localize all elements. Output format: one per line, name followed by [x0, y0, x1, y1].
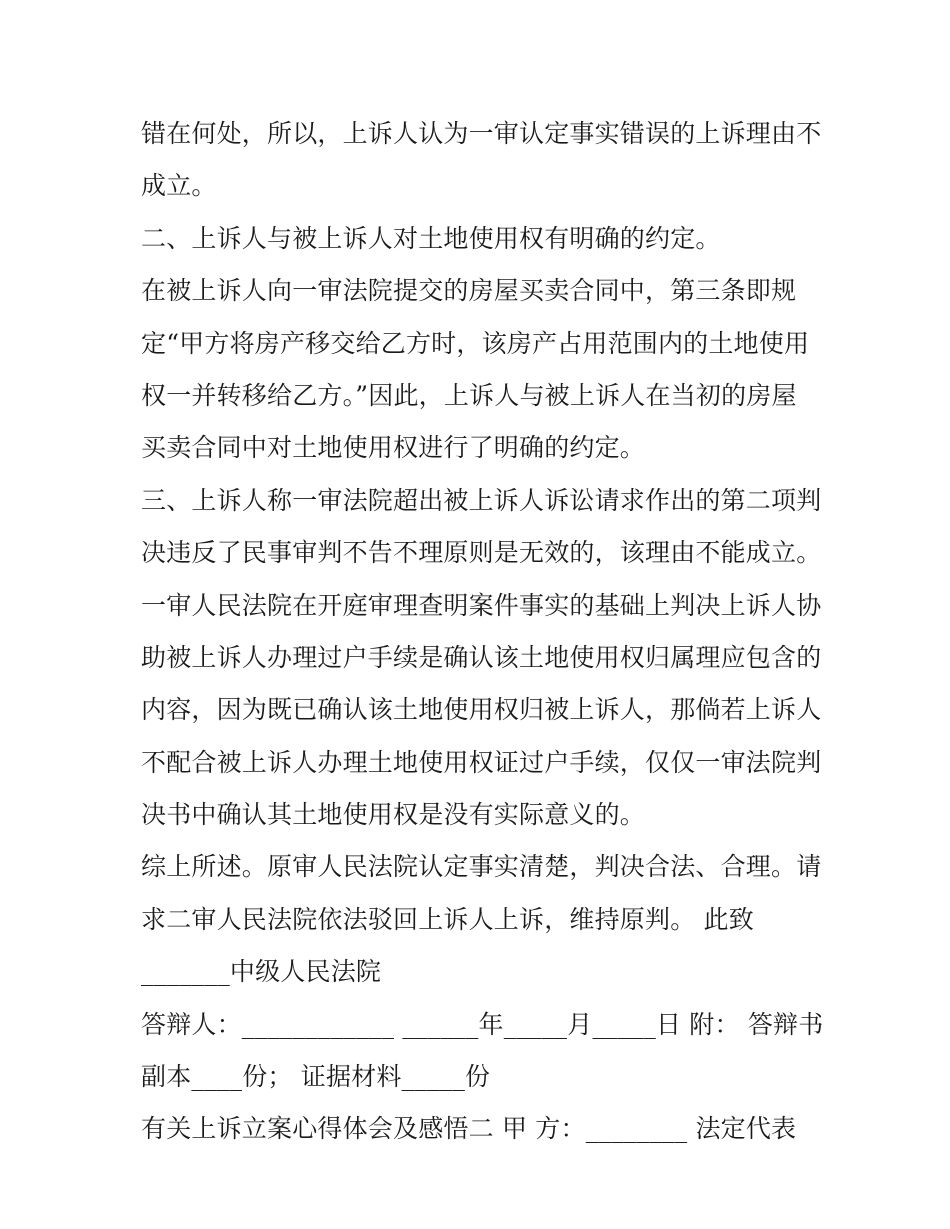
court-name-line: _______中级人民法院 — [141, 957, 382, 987]
text-line: 内容，因为既已确认该土地使用权归被上诉人，那倘若上诉人 — [141, 695, 822, 725]
text-line: 决书中确认其土地使用权是没有实际意义的。 — [141, 800, 646, 830]
section-heading: 三、上诉人称一审法院超出被上诉人诉讼请求作出的第二项判 — [141, 485, 822, 515]
text-line: 在被上诉人向一审法院提交的房屋买卖合同中，第三条即规 — [141, 276, 797, 306]
text-line: 有关上诉立案心得体会及感悟二 甲 方：________ 法定代表 — [141, 1114, 797, 1144]
text-line: 权一并转移给乙方。”因此，上诉人与被上诉人在当初的房屋 — [141, 380, 797, 410]
text-line: 成立。 — [141, 171, 217, 201]
text-line: 错在何处，所以，上诉人认为一审认定事实错误的上诉理由不 — [141, 119, 822, 148]
text-line: 不配合被上诉人办理土地使用权证过户手续，仅仅一审法院判 — [141, 747, 822, 777]
text-line: 综上所述。原审人民法院认定事实清楚，判决合法、合理。请 — [141, 852, 822, 882]
signature-date-line: 答辩人：____________ ______年_____月_____日 附： 答辩书 — [141, 1009, 824, 1039]
text-line: 买卖合同中对土地使用权进行了明确的约定。 — [141, 433, 646, 463]
text-line: 定“甲方将房产移交给乙方时，该房产占用范围内的土地使用 — [141, 328, 810, 358]
text-line: 求二审人民法院依法驳回上诉人上诉，维持原判。 此致 — [141, 904, 754, 934]
text-line: 一审人民法院在开庭审理查明案件事实的基础上判决上诉人协 — [141, 590, 822, 620]
attachment-line: 副本____份； 证据材料_____份 — [141, 1062, 491, 1092]
document-body — [141, 108, 824, 1156]
section-heading: 二、上诉人与被上诉人对土地使用权有明确的约定。 — [141, 223, 721, 253]
text-line: 决违反了民事审判不告不理原则是无效的，该理由不能成立。 — [141, 538, 822, 568]
text-line: 助被上诉人办理过户手续是确认该土地使用权归属理应包含的 — [141, 642, 822, 672]
